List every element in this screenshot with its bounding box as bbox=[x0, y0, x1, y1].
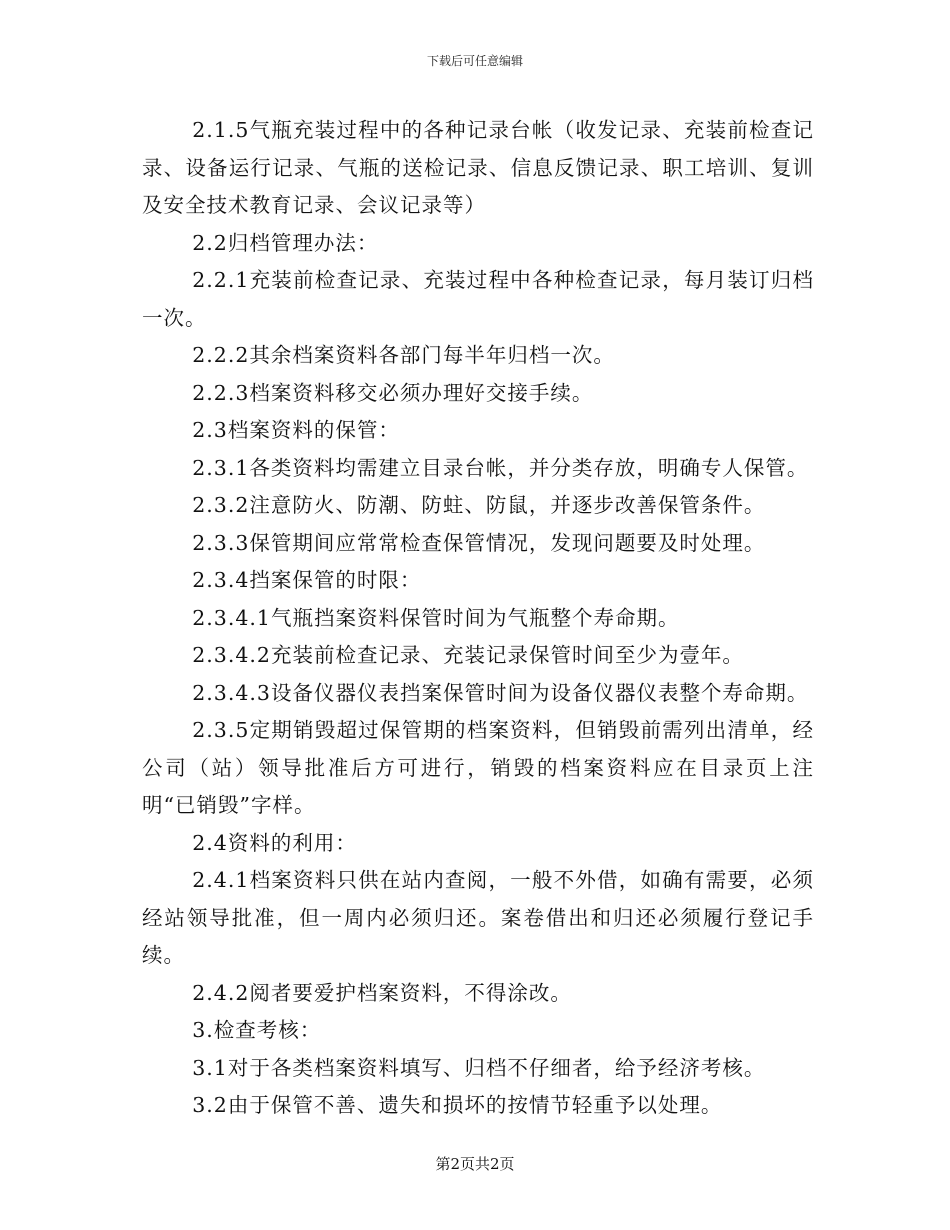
paragraph-2-4-2: 2.4.2阅者要爱护档案资料，不得涂改。 bbox=[192, 980, 572, 1005]
paragraph-2-2: 2.2归档管理办法： bbox=[192, 230, 379, 255]
paragraph-2-3-5: 2.3.5定期销毁超过保管期的档案资料，但销毁前需列出清单，经公司（站）领导批准后方可进行，销毁的档案资料应在目录页上注明“已销毁”字样。 bbox=[142, 718, 814, 817]
paragraph-2-4: 2.4资料的利用： bbox=[192, 830, 357, 855]
paragraph-2-3-4-2: 2.3.4.2充装前检查记录、充装记录保管时间至少为壹年。 bbox=[192, 643, 744, 667]
page-header: 下载后可任意编辑 bbox=[426, 54, 523, 68]
paragraph-2-3: 2.3档案资料的保管： bbox=[192, 418, 400, 442]
paragraph-2-3-3: 2.3.3保管期间应常常检查保管情况，发现问题要及时处理。 bbox=[192, 530, 766, 555]
paragraph-2-3-4: 2.3.4挡案保管的时限： bbox=[192, 568, 422, 592]
paragraph-2-2-2: 2.2.2其余档案资料各部门每半年归档一次。 bbox=[192, 343, 615, 367]
page-footer: 第2页共2页 bbox=[435, 1155, 515, 1173]
paragraph-3-2: 3.2由于保管不善、遗失和损坏的按情节轻重予以处理。 bbox=[192, 1093, 723, 1117]
paragraph-2-3-1: 2.3.1各类资料均需建立目录台帐，并分类存放，明确专人保管。 bbox=[192, 455, 809, 480]
paragraph-2-3-2: 2.3.2注意防火、防潮、防蛀、防鼠，并逐步改善保管条件。 bbox=[192, 493, 766, 517]
paragraph-3: 3.检查考核： bbox=[192, 1018, 322, 1042]
paragraph-2-3-4-3: 2.3.4.3设备仪器仪表挡案保管时间为设备仪器仪表整个寿命期。 bbox=[192, 680, 809, 705]
document-body bbox=[142, 112, 814, 1125]
paragraph-2-4-1: 2.4.1档案资料只供在站内查阅，一般不外借，如确有需要，必须经站领导批准，但一周内必须归还。案卷借出和归还必须履行登记手续。 bbox=[142, 868, 814, 967]
paragraph-2-1-5: 2.1.5气瓶充装过程中的各种记录台帐（收发记录、充装前检查记录、设备运行记录、气瓶的送检记录、信息反馈记录、职工培训、复训及安全技术教育记录、会议记录等） bbox=[142, 118, 814, 217]
paragraph-2-2-1: 2.2.1充装前检查记录、充装过程中各种检查记录，每月装订归档一次。 bbox=[142, 268, 814, 330]
paragraph-3-1: 3.1对于各类档案资料填写、归档不仔细者，给予经济考核。 bbox=[192, 1055, 766, 1080]
paragraph-2-2-3: 2.2.3档案资料移交必须办理好交接手续。 bbox=[192, 380, 594, 405]
paragraph-2-3-4-1: 2.3.4.1气瓶挡案资料保管时间为气瓶整个寿命期。 bbox=[192, 605, 680, 630]
